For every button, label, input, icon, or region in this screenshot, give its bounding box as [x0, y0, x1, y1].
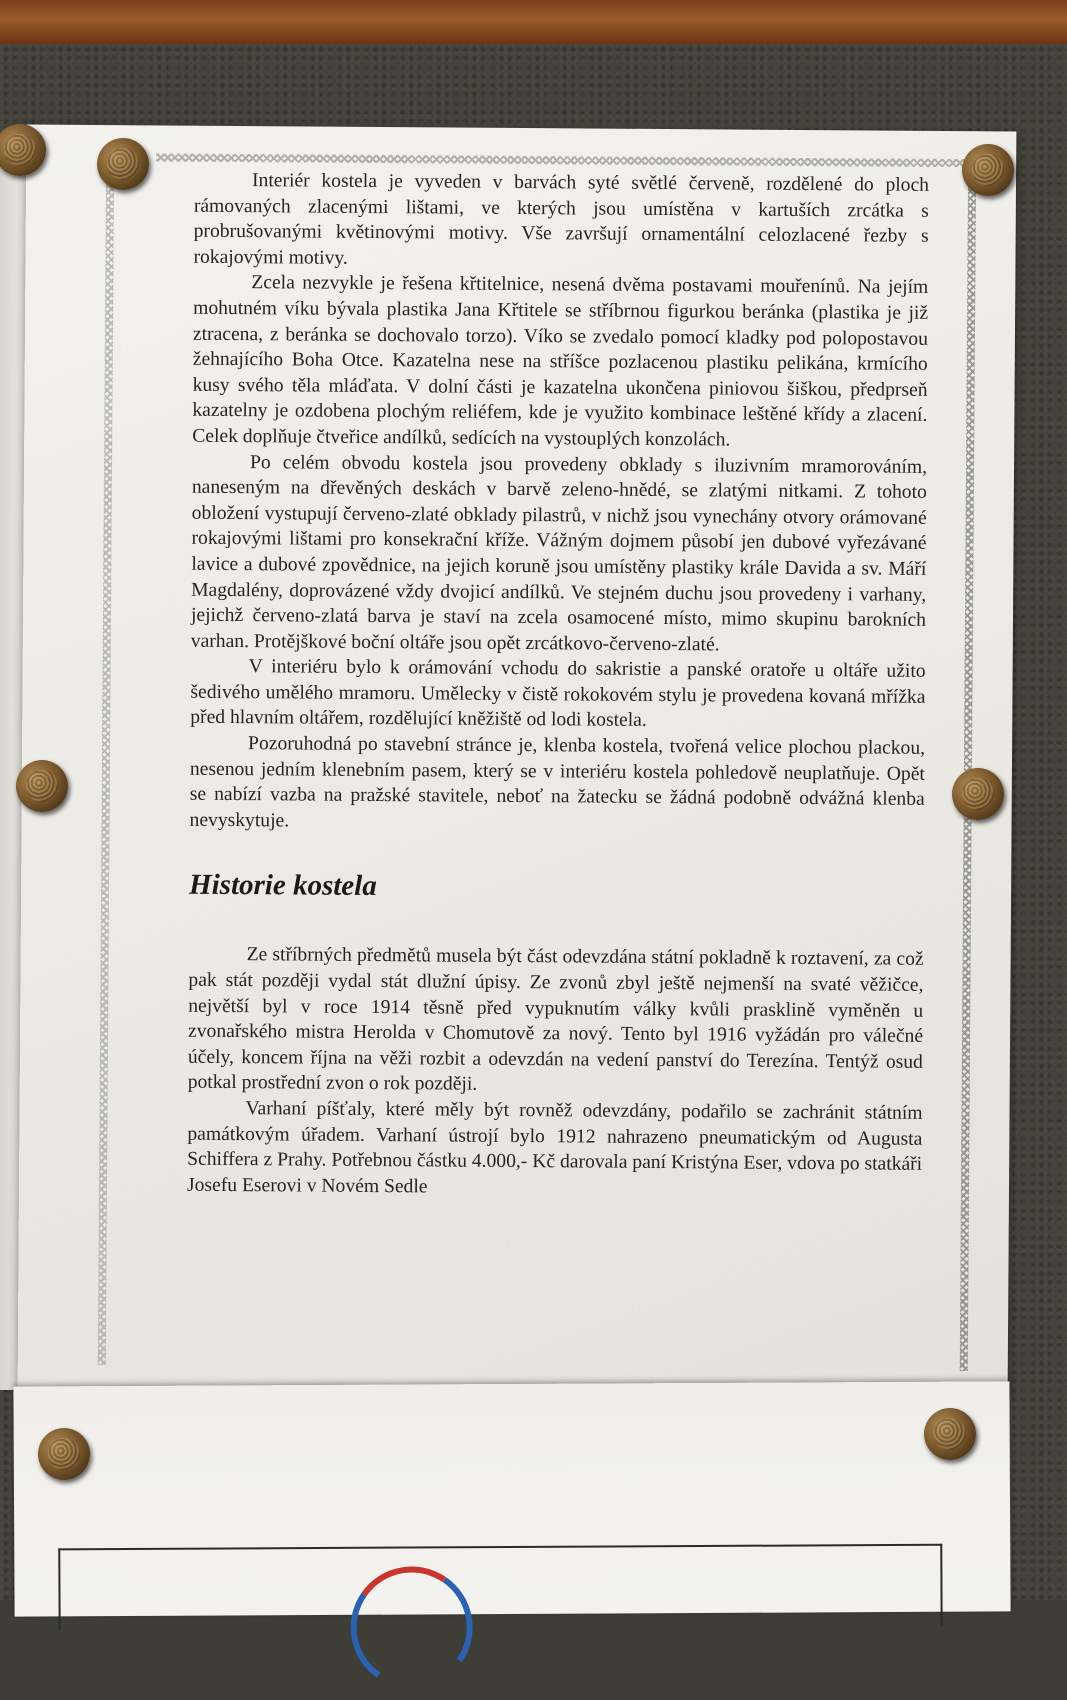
- wooden-frame: [0, 0, 1067, 44]
- pin-icon: [16, 760, 68, 812]
- pin-icon: [924, 1408, 976, 1460]
- article-text: [187, 168, 929, 1203]
- logo-arc-icon: [341, 1557, 483, 1699]
- lower-sheet-frame: [58, 1544, 942, 1631]
- section-heading: Historie kostela: [188, 869, 377, 903]
- paragraph-panelling: Po celém obvodu kostela jsou provedeny obklady s iluzivním mramorováním, naneseným na dřevěných deskách v barvě zeleno-hnědé, se zlatými nitkami. Z tohoto obložení vystupují červeno-zlaté obklady pilastrů, v nichž jsou vynechány otvory orámované rokajovými lištami pro konsekrační kříže. Vážným dojmem působí jen dubové vyřezávané lavice a dubové zpovědnice, na jejich koruně jsou umístěny plastiky krále Davida a sv. Máří Magdalény, doprovázené vždy dvojicí andílků. Ve stejném duchu jsou provedeny i varhany, jejichž červeno-zlatá barva je staví na zcela osamocené místo, mimo skupinu barokních varhan. Protějškové boční oltáře jsou opět zrcátkovo-červeno-zlaté.: [190, 451, 928, 656]
- pin-icon: [952, 768, 1004, 820]
- paragraph-baptismal-font: Zcela nezvykle je řešena křtitelnice, nesená dvěma postavami mouřenínů. Na jejím mohutném víku bývala plastika Jana Křtitele se stříbrnou figurkou beránka (plastika je již ztracena, z beránka se dochovalo torzo). Víko se zvedalo pomocí kladky pod polopostavou žehnajícího Boha Otce. Kazatelna nese na stříšce pozlacenou plastiku pelikána, krmícího kusy svého těla mláďata. V dolní části je kazatelna ukončena piniovou šiškou, předprseň kazatelny je ozdobena plochým reliéfem, kde je využito kombinace leštěné křídy a zlacení. Celek doplňuje čtveřice andílků, sedících na vystouplých konzolách.: [192, 272, 929, 451]
- pin-icon: [97, 138, 149, 190]
- paragraph-marble: V interiéru bylo k orámování vchodu do sakristie a panské oratoře u oltáře užito šedivého umělého mramoru. Umělecky v čistě rokokovém stylu je provedena kovaná mřížka před hlavním oltářem, rozdělující kněžiště od lodi kostela.: [190, 656, 926, 732]
- paragraph-vault: Pozoruhodná po stavební stránce je, klenba kostela, tvořená velice plochou plackou, nesenou jedním klenebním pasem, který se v interiéru kostela pohledově neuplatňuje. Opět se nabízí vazba na pražské stavitele, neboť na žatecku se žádná podobně odvážná klenba nevyskytuje.: [189, 733, 926, 832]
- pin-icon: [962, 144, 1014, 196]
- decorative-border-left: [98, 165, 114, 1365]
- paragraph-interior: Interiér kostela je vyveden v barvách syté světlé červeně, rozdělené do ploch rámovaných zlacenými lištami, ve kterých jsou umístěna v kartuších zrcátka s probrušovanými květinovými motivy. Vše završují ornamentální celozlacené řezby s rokajovými motivy.: [193, 170, 930, 269]
- decorative-border-top: [156, 153, 966, 167]
- paragraph-silver-bells: Ze stříbrných předmětů musela být část odevzdána státní pokladně k roztavení, za což pak stát později vydal stát dlužní úpisy. Ze zvonů zbyl ještě nejmenší na svaté věžičce, největší byl v roce 1914 těsně před vypuknutím války kvůli prasklině vyměněn u zvonařského mistra Herolda v Chomutově za nový. Tento byl 1916 vyžádán pro válečné účely, koncem října na věži rozbit a odevzdán na vedení panství do Terezína. Tentýž osud potkal prostřední zvon o rok později.: [187, 944, 924, 1096]
- lower-paper-sheet: [13, 1381, 1010, 1616]
- paragraph-organ-pipes: Varhaní píšťaly, které měly být rovněž odevzdány, podařilo se zachránit státním památkovým úřadem. Varhaní ústrojí bylo 1912 nahrazeno pneumatickým od Augusta Schiffera z Prahy. Potřebnou částku 4.000,- Kč darovala paní Kristýna Eser, vdova po statkáři Josefu Eserovi v Novém Sedle: [186, 1098, 923, 1198]
- church-info-sheet: [18, 125, 1017, 1394]
- pin-icon: [38, 1428, 90, 1480]
